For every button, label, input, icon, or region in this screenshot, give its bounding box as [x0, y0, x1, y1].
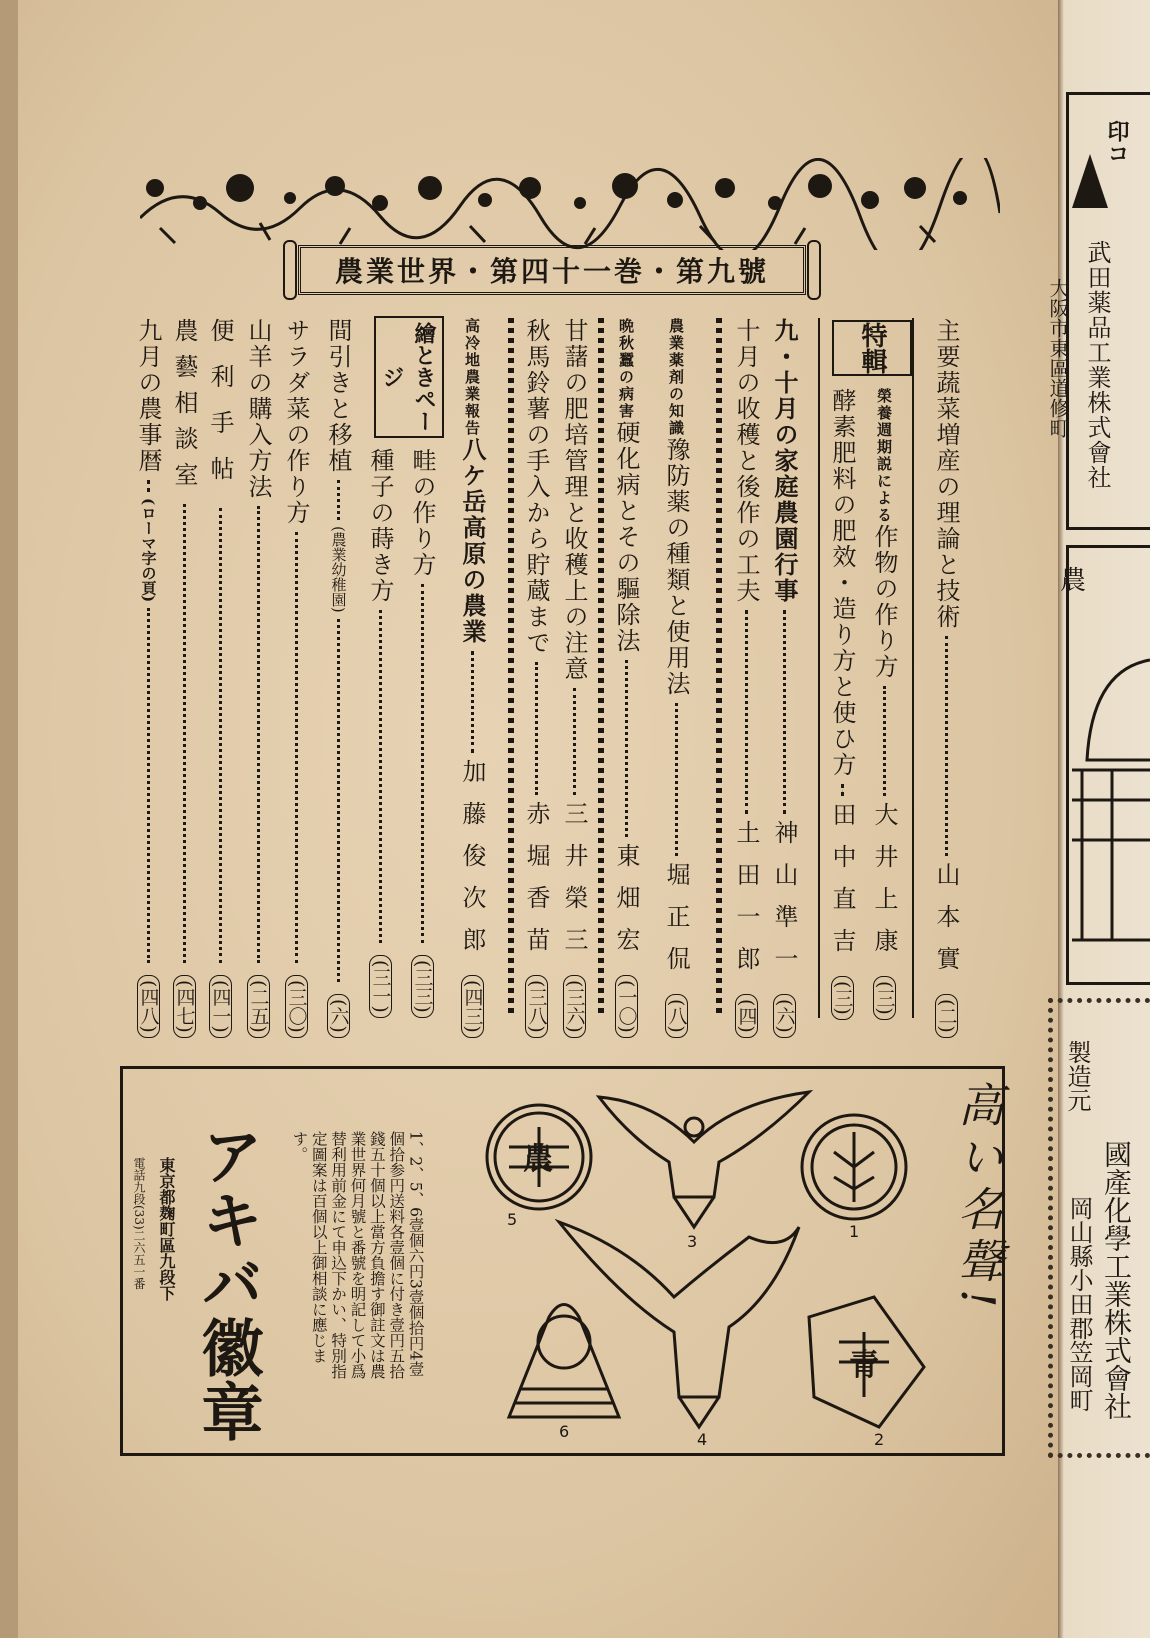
badge-advertisement — [120, 1066, 1005, 1456]
badge-number-2: 2 — [874, 1430, 885, 1449]
picture-item-1-page: (三三) — [411, 955, 434, 1018]
badge-2-char: 青 — [849, 1348, 879, 1383]
divider-line — [818, 318, 820, 1018]
badge-number-3: 3 — [687, 1232, 698, 1251]
divider-line — [912, 318, 914, 1018]
triangle-logo-icon — [1070, 150, 1110, 214]
badge-illustrations — [479, 1077, 939, 1449]
wavy-divider — [508, 318, 514, 1018]
other-item-1 — [284, 318, 308, 1038]
item-9-author: 加藤俊次郎 — [458, 759, 486, 970]
right-top-label: 印コ — [1104, 120, 1130, 164]
other-item-4-title: 農藝相談室 — [170, 318, 198, 498]
right-bottom-text-3: 岡山縣小田郡笠岡町 — [1065, 1196, 1093, 1412]
picture-item-3 — [326, 318, 350, 1038]
badge-number-6: 6 — [559, 1422, 570, 1441]
picture-item-3-title: 間引きと移植 — [324, 318, 352, 474]
item-5-title: 豫防薬の種類と使用法 — [662, 437, 690, 697]
item-4-page: (四) — [735, 994, 758, 1038]
toc-item-6 — [614, 318, 638, 1038]
picture-item-3-note: (農業幼稚園) — [329, 526, 348, 613]
item-7-author: 三井榮三 — [560, 801, 588, 970]
item-7-page: (三六) — [563, 975, 586, 1038]
item-9-page: (四三) — [461, 975, 484, 1038]
picture-item-1 — [410, 448, 434, 1018]
badge-6-icon — [509, 1305, 619, 1418]
other-item-5-page: (四八) — [137, 975, 160, 1038]
item-9-prefix: 高冷地農業報告 — [463, 318, 481, 437]
item-8-author: 赤堀香苗 — [522, 801, 550, 970]
feature-label: 特輯 — [832, 320, 912, 376]
issue-banner: 農業世界・第四十一巻・第九號 — [298, 245, 806, 295]
item-1-prefix: 榮養週期説による — [875, 388, 893, 524]
feature-column — [934, 318, 958, 1038]
ad-slogan: 高い名聲! — [951, 1081, 1005, 1314]
item-8-title: 秋馬鈴薯の手入から貯蔵まで — [522, 318, 550, 656]
picture-item-2-title: 種子の蒔き方 — [366, 448, 394, 604]
item-3-author: 神山準一 — [770, 820, 798, 989]
toc-item-9 — [458, 318, 487, 1038]
item-1-title: 作物の作り方 — [870, 524, 898, 680]
toc-item-4 — [734, 318, 758, 1038]
wavy-divider — [598, 318, 604, 1018]
other-item-2-page: (二五) — [247, 975, 270, 1038]
picture-item-1-title: 畦の作り方 — [408, 448, 436, 578]
item-5-author: 堀正侃 — [662, 862, 690, 989]
item-5-page: (八) — [665, 994, 688, 1038]
floral-ornament — [140, 158, 1000, 250]
ad-brand: アキバ徽章 — [191, 1124, 264, 1444]
toc-item-3 — [770, 318, 799, 1038]
ad-phone: 電話九段(33)二六五一番 — [132, 1157, 146, 1290]
item-6-prefix: 晩秋蠶の病害 — [617, 318, 635, 420]
other-item-3 — [208, 318, 232, 1038]
right-company: 武田薬品工業株式會社 — [1083, 240, 1111, 490]
other-item-2-title: 山羊の購入方法 — [244, 318, 272, 500]
ad-address: 東京都麹町區九段下 — [157, 1157, 176, 1301]
other-item-5-note: (ローマ字の頁) — [139, 498, 158, 603]
right-bottom-text-1: 製造元 — [1063, 1040, 1091, 1112]
item-3-page: (六) — [773, 994, 796, 1038]
picture-item-3-page: (六) — [327, 994, 350, 1038]
other-item-2 — [246, 318, 270, 1038]
feature-title: 主要蔬菜増産の理論と技術 — [932, 318, 960, 630]
right-bottom-text-2: 國產化學工業株式會社 — [1100, 1140, 1133, 1420]
toc-item-5 — [664, 318, 688, 1038]
item-1-page: (三) — [873, 976, 896, 1020]
toc-item-2 — [830, 388, 854, 1020]
picture-item-2 — [368, 448, 392, 1018]
other-item-4 — [172, 318, 196, 1038]
building-illustration — [1072, 640, 1150, 960]
item-9-title: 八ケ岳高原の農業 — [458, 437, 487, 645]
ad-body: 1、2、5、6壹個六円3壹個拾円4壹個拾参円送料各壹個に付き壹円五拾錢五十個以上當方負擔す御註文は農業世界何月號と番號を明記して小爲替利用前金にて申込下かい、特別指定圖案は百個以上御相談に應じます。 — [290, 1131, 425, 1379]
other-item-5-title: 九月の農事暦 — [134, 318, 162, 474]
item-2-page: (三) — [831, 976, 854, 1020]
item-2-title: 酵素肥料の肥效・造り方と使ひ方 — [828, 388, 856, 778]
picture-page-label: 繪ときページ — [374, 316, 444, 438]
item-4-title: 十月の收穫と後作の工夫 — [732, 318, 760, 604]
badge-1-icon — [802, 1115, 906, 1219]
toc-item-1 — [872, 388, 896, 1020]
badge-4-icon — [559, 1222, 799, 1427]
item-7-title: 甘藷の肥培管理と收穫上の注意 — [560, 318, 588, 682]
item-4-author: 土田一郎 — [732, 820, 760, 989]
badge-3-icon — [599, 1092, 809, 1227]
item-8-page: (三八) — [525, 975, 548, 1038]
badge-number-4: 4 — [697, 1430, 708, 1449]
badge-5-char: 農 — [523, 1142, 553, 1177]
item-5-prefix: 農業薬剤の知識 — [667, 318, 685, 437]
wavy-divider — [716, 318, 722, 1018]
feature-page: (二) — [935, 994, 958, 1038]
item-3-title: 九・十月の家庭農園行事 — [770, 318, 799, 604]
other-item-3-page: (四一) — [209, 975, 232, 1038]
picture-item-2-page: (三一) — [369, 955, 392, 1018]
other-item-1-page: (三〇) — [285, 975, 308, 1038]
item-6-page: (一〇) — [615, 975, 638, 1038]
other-item-4-page: (四七) — [173, 975, 196, 1038]
right-mid-label: 農 — [1060, 566, 1087, 596]
item-6-author: 東畑宏 — [612, 843, 640, 970]
toc-item-8 — [524, 318, 548, 1038]
other-item-3-title: 便利手帖 — [206, 318, 234, 502]
item-2-author: 田中直吉 — [828, 802, 856, 971]
item-6-title: 硬化病とその驅除法 — [612, 420, 640, 654]
other-item-1-title: サラダ菜の作り方 — [282, 318, 310, 526]
other-item-5 — [136, 318, 160, 1038]
item-1-author: 大井上康 — [870, 802, 898, 971]
right-company-address: 大阪市東區道修町 — [1046, 278, 1070, 438]
badge-number-1: 1 — [849, 1222, 860, 1241]
toc-item-7 — [562, 318, 586, 1038]
feature-author: 山本實 — [932, 862, 960, 989]
badge-number-5: 5 — [507, 1210, 518, 1229]
